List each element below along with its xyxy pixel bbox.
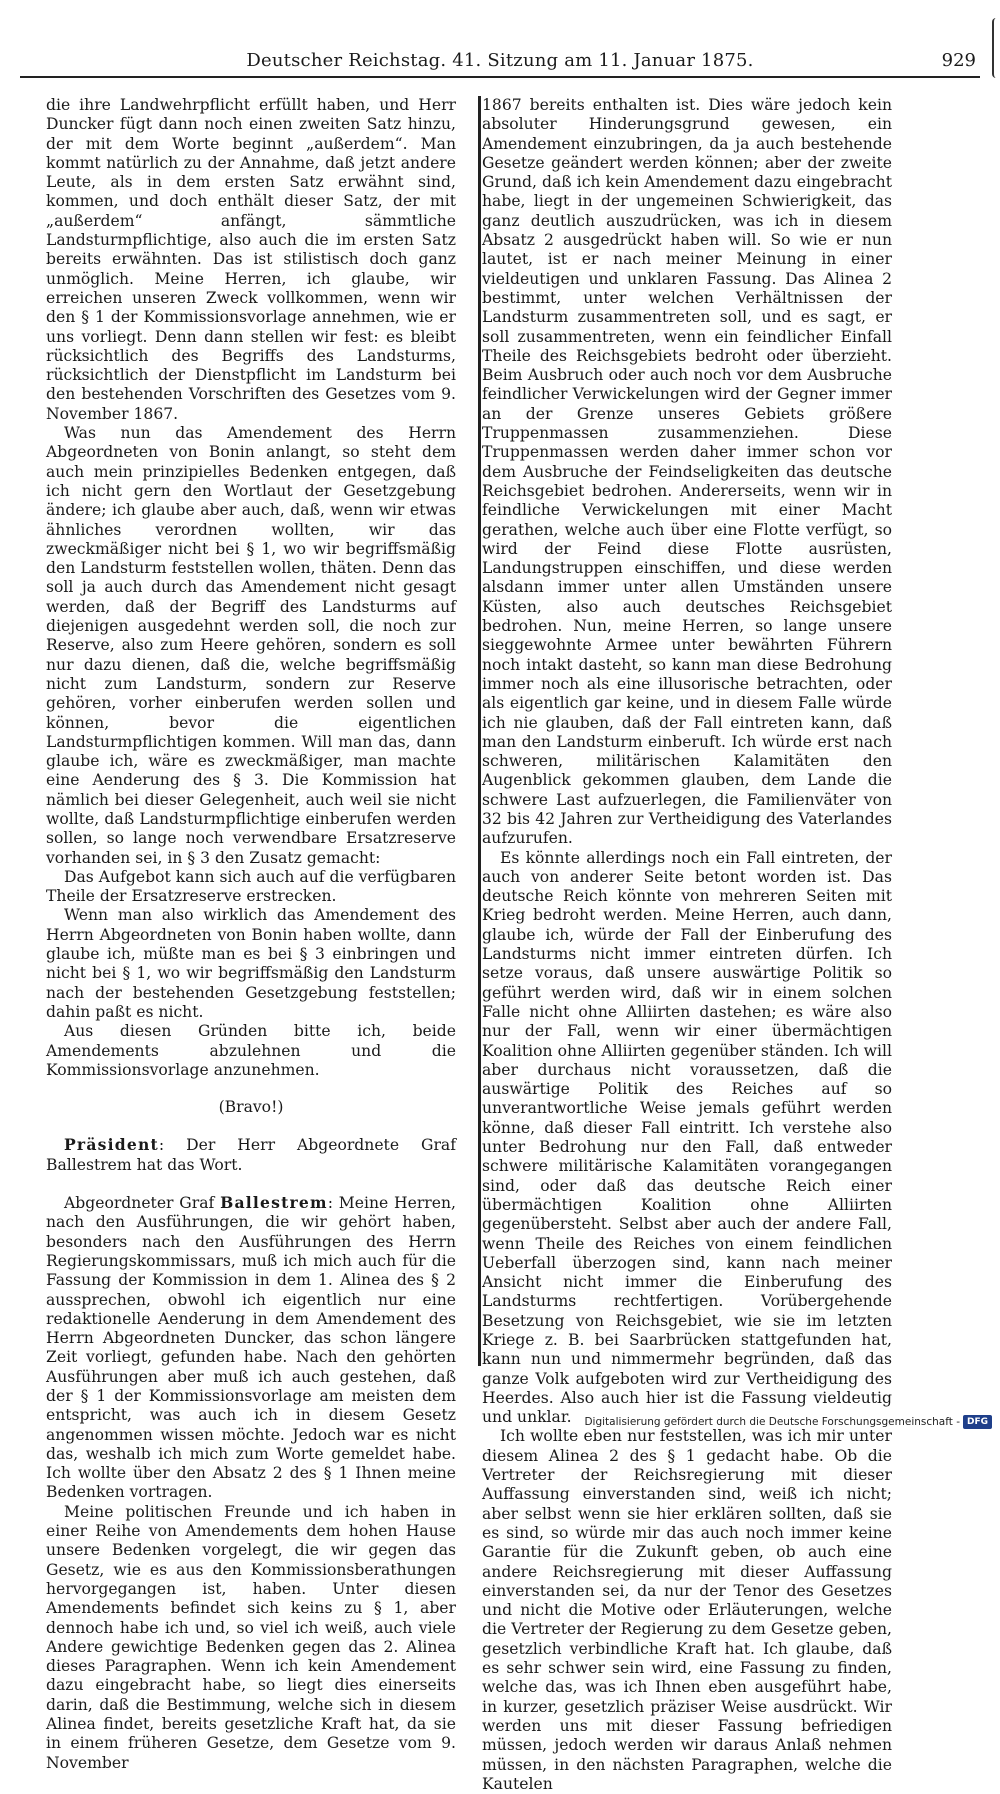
paragraph: die ihre Landwehrpflicht erfüllt haben, und Herr Duncker fügt dann noch einen zweiten Satz hinzu, der mit dem Worte beginnt „außerdem“. Man kommt natürlich zu der Annahme, daß jetzt andere Leute, als in dem ersten Satz erwähnt sind, kommen, und doch enthält dieser Satz, der mit „außerdem“ anfängt, sämmtliche Landsturmpflichtige, also auch die im ersten Satz bereits erwähnten. Das ist stilistisch doch ganz unmöglich. Meine Herren, ich glaube, wir erreichen unseren Zweck vollkommen, wenn wir den § 1 der Kommissionsvorlage annehmen, wie er uns vorliegt. Denn dann stellen wir fest: es bleibt rücksichtlich des Begriffs des Landsturms, rücksichtlich der Dienstpflicht im Landsturm bei den bestehenden Vorschriften des Gesetzes vom 9. November 1867. (46, 96, 456, 423)
paragraph: Es könnte allerdings noch ein Fall eintreten, der auch von anderer Seite betont worden ist. Das deutsche Reich könnte von mehreren Seiten mit Krieg bedroht werden. Meine Herren, auch dann, glaube ich, würde der Fall der Einberufung des Landsturms nicht immer eintreten dürfen. Ich setze voraus, daß unsere auswärtige Politik so geführt werden wird, daß wir in einem solchen Falle nicht ohne Alliirten dastehen; es wäre also nur der Fall, wenn wir einer übermächtigen Koalition ohne Alliirten gegenüber ständen. Ich will aber durchaus nicht voraussetzen, daß die auswärtige Politik des Reiches auf so unverantwortliche Weise jemals geführt werden könne, daß dieser Fall eintritt. Ich verstehe also unter Bedrohung nur den Fall, daß entweder schwere militärische Kalamitäten vorangegangen sind, oder daß das deutsche Reich einer übermächtigen Koalition ohne Alliirten gegenübersteht. Selbst aber auch der andere Fall, wenn Theile des Reiches von einem feindlichen Ueberfall überzogen sind, kann nach meiner Ansicht nicht immer die Einberufung des Landsturms rechtfertigen. Vorübergehende Besetzung von Reichsgebiet, wie sie im letzten Kriege z. B. bei Saarbrücken stattgefunden hat, kann nun und nimmermehr begründen, daß das ganze Volk aufgeboten wird zur Vertheidigung des Heerdes. Also auch hier ist die Fassung vieldeutig und unklar. (482, 848, 892, 1427)
dfg-logo: DFG (963, 1415, 992, 1429)
column-divider (478, 96, 481, 1366)
president-text: : Der Herr Abgeordnete Graf Ballestrem hat das Wort. (46, 1136, 456, 1174)
digitization-footer (584, 1414, 992, 1430)
speaker-text: : Meine Herren, nach den Ausführungen, die wir gehört haben, besonders nach den Ausführungen des Herrn Regierungskommissars, muß ich mich auch für die Fassung der Kommission in dem 1. Alinea des § 2 aussprechen, obwohl ich eigentlich nur eine redaktionelle Aenderung in dem Amendement des Herrn Abgeordneten Duncker, das schon längere Zeit vorliegt, gefunden habe. Nach den gehörten Ausführungen aber muß ich auch gestehen, daß der § 1 der Kommissionsvorlage am meisten dem entspricht, was auch ich in diesem Gesetz angenommen wissen möchte. Jedoch war es nicht das, weshalb ich mich zum Worte gemeldet habe. Ich wollte über den Absatz 2 des § 1 Ihnen meine Bedenken vortragen. (46, 1194, 456, 1502)
applause-note: (Bravo!) (218, 1098, 284, 1117)
page-number: 929 (941, 50, 976, 71)
paragraph: 1867 bereits enthalten ist. Dies wäre jedoch kein absoluter Hinderungsgrund gewesen, ein Amendement einzubringen, da ja auch bestehende Gesetze geändert werden können; aber der zweite Grund, daß ich kein Amendement dazu eingebracht habe, liegt in der ungemeinen Schwierigkeit, das ganz deutlich auszudrücken, was ich in diesem Absatz 2 ausgedrückt haben will. So wie er nun lautet, ist er nach meiner Meinung in einer vieldeutigen und unklaren Fassung. Das Alinea 2 bestimmt, unter welchen Verhältnissen der Landsturm zusammentreten soll, und es sagt, er soll zusammentreten, wenn ein feindlicher Einfall Theile des Reichsgebiets bedroht oder überzieht. Beim Ausbruch oder auch noch vor dem Ausbruche feindlicher Verwickelungen wird der Gegner immer an der Grenze unseres Gebiets größere Truppenmassen zusammenziehen. Diese Truppenmassen werden daher immer schon vor dem Ausbruche der Feindseligkeiten das deutsche Reichsgebiet bedrohen. Andererseits, wenn wir in feindliche Verwickelungen mit einer Macht gerathen, welche auch über eine Flotte verfügt, so wird der Feind diese Flotte ausrüsten, Landungstruppen einschiffen, und diese werden alsdann immer unter allen Umständen unsere Küsten, also auch deutsches Reichsgebiet bedrohen. Nun, meine Herren, so lange unsere sieggewohnte Armee unter bewährten Führern noch intakt dasteht, so kann man diese Bedrohung immer noch als eine illusorische betrachten, oder als eigentlich gar keine, und in diesem Falle würde ich nie glauben, daß der Fall eintreten kann, daß man den Landsturm einberuft. Ich würde erst nach schweren, militärischen Kalamitäten den Augenblick gekommen glauben, dem Lande die schwere Last aufzuerlegen, die Familienväter von 32 bis 42 Jahren zur Vertheidigung des Vaterlandes aufzurufen. (482, 96, 892, 848)
president-label: Präsident (64, 1135, 159, 1155)
president-remark (46, 1135, 456, 1175)
paragraph: Was nun das Amendement des Herrn Abgeordneten von Bonin anlangt, so steht dem auch mein prinzipielles Bedenken entgegen, daß ich nicht gern den Wortlaut der Gesetzgebung ändere; ich glaube aber auch, daß, wenn wir etwas ähnliches verordnen wollten, wir das zweckmäßiger nicht bei § 1, wo wir begriffsmäßig den Landsturm feststellen wollen, thäten. Denn das soll ja auch durch das Amendement nicht gesagt werden, daß der Begriff des Landsturms auf diejenigen ausgedehnt werden soll, die noch zur Reserve, also zum Heere gehören, sondern es soll nur dazu dienen, daß die, welche begriffsmäßig nicht zum Landsturm, sondern zur Reserve gehören, vorher einberufen werden sollen und können, bevor die eigentlichen Landsturmpflichtigen kommen. Will man das, dann glaube ich, wäre es zweckmäßiger, man machte eine Aenderung des § 3. Die Kommission hat nämlich bei dieser Gelegenheit, auch weil sie nicht wollte, daß Landsturmpflichtige einberufen werden sollen, so lange noch verwendbare Ersatzreserve vorhanden sei, in § 3 den Zusatz gemacht: (46, 424, 456, 867)
page-header (20, 50, 980, 78)
scan-edge-mark (992, 18, 1000, 78)
running-title: Deutscher Reichstag. 41. Sitzung am 11. Januar 1875. (246, 50, 754, 71)
footer-text: Digitalisierung gefördert durch die Deutsche Forschungsgemeinschaft - (584, 1416, 960, 1428)
left-column (46, 96, 456, 1772)
paragraph: Wenn man also wirklich das Amendement des Herrn Abgeordneten von Bonin haben wollte, dann glaube ich, müßte man es bei § 3 einbringen und nicht bei § 1, wo wir begriffsmäßig den Landsturm nach der bestehenden Gesetzgebung feststellen; dahin paßt es nicht. (46, 906, 456, 1021)
speaker-name: Ballestrem (220, 1193, 328, 1213)
paragraph: Ich wollte eben nur feststellen, was ich mir unter diesem Alinea 2 des § 1 gedacht habe. Ob die Vertreter der Reichsregierung mit dieser Auffassung einverstanden sind, weiß ich nicht; aber selbst wenn sie hier erklären sollten, daß sie es sind, so würde mir das auch noch immer keine Garantie für die Zukunft geben, ob auch eine andere Reichsregierung mit dieser Auffassung einverstanden sei, da nur der Tenor des Gesetzes und nicht die Motive oder Erläuterungen, welche die Vertreter der Regierung zu dem Gesetze geben, gesetzlich verbindliche Kraft hat. Ich glaube, daß es sehr schwer sein wird, eine Fassung zu finden, welche das, was ich Ihnen eben ausgeführt habe, in kurzer, gesetzlich präziser Weise ausdrückt. Wir werden uns mit dieser Fassung befriedigen müssen, jedoch werden wir daraus Anlaß nehmen müssen, in den nächsten Paragraphen, welche die Kautelen (482, 1427, 892, 1793)
quoted-law-text: Das Aufgebot kann sich auch auf die verfügbaren Theile der Ersatzreserve erstrecken. (46, 867, 456, 906)
speaker-prefix: Abgeordneter Graf (64, 1194, 221, 1213)
paragraph: Meine politischen Freunde und ich haben in einer Reihe von Amendements dem hohen Hause unsere Bedenken vorgelegt, die wir gegen das Gesetz, wie es aus den Kommissionsberathungen hervorgegangen ist, haben. Unter diesen Amendements befindet sich keins zu § 1, aber dennoch habe ich und, so viel ich weiß, auch viele Andere gewichtige Bedenken gegen das 2. Alinea dieses Paragraphen. Wenn ich kein Amendement dazu eingebracht habe, so liegt dies einerseits darin, daß die Bestimmung, welche sich in diesem Alinea findet, bereits gesetzliche Kraft hat, da sie in einem früheren Gesetze, dem Gesetze vom 9. November (46, 1502, 456, 1772)
speaker-paragraph (46, 1193, 456, 1503)
paragraph: Aus diesen Gründen bitte ich, beide Amendements abzulehnen und die Kommissionsvorlage anzunehmen. (46, 1022, 456, 1079)
